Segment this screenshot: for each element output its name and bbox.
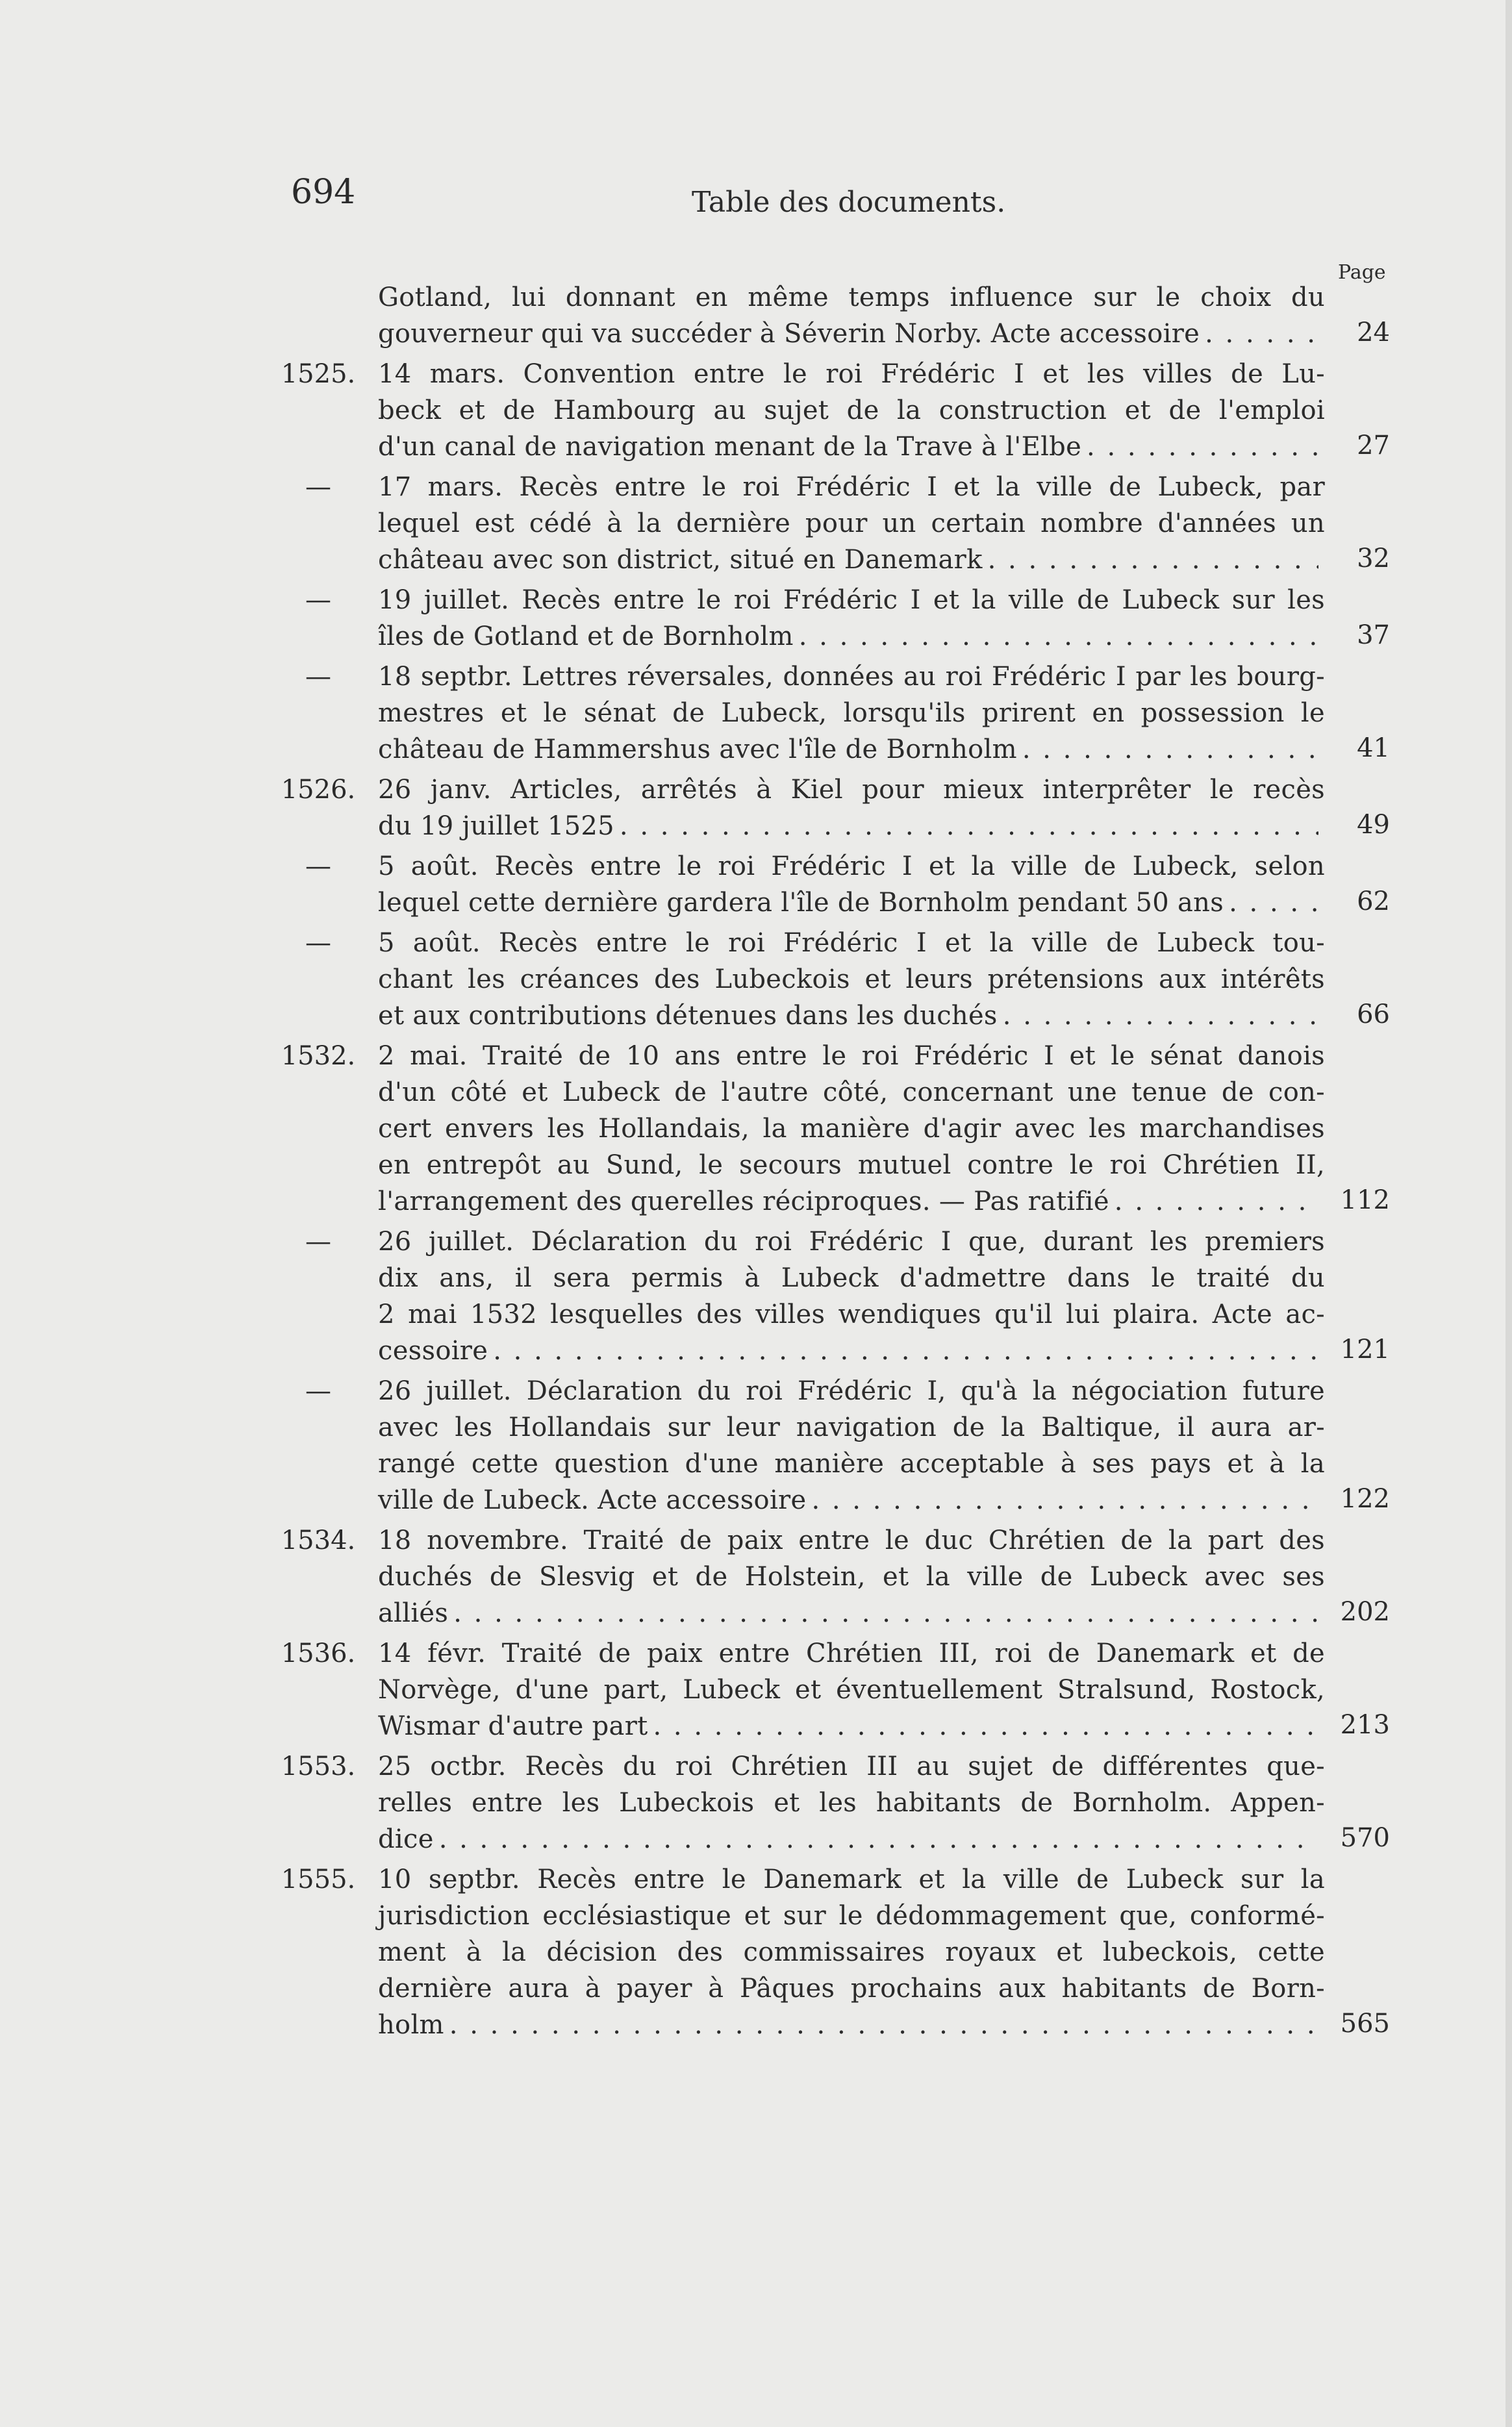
entry-line bbox=[378, 998, 1325, 1034]
dot-leader bbox=[811, 1482, 1318, 1518]
entry-line bbox=[378, 1333, 1325, 1369]
entry-description bbox=[378, 1635, 1325, 1744]
entry-line bbox=[378, 1821, 1325, 1857]
running-title: Table des documents. bbox=[692, 186, 1006, 219]
entry-line: rangé cette question d'une manière acceptable à ses pays et à la bbox=[378, 1449, 1325, 1479]
entry-line bbox=[378, 2007, 1325, 2043]
entry-line bbox=[378, 731, 1325, 768]
entry-line: 26 juillet. Déclaration du roi Frédéric I que, durant les premiers bbox=[378, 1227, 1325, 1257]
entry-line: 5 août. Recès entre le roi Frédéric I et la ville de Lubeck, selon bbox=[378, 851, 1325, 881]
dot-leader bbox=[1205, 316, 1318, 352]
entry-description bbox=[378, 279, 1325, 352]
entry-line-text: lequel cette dernière gardera l'île de Bornholm pendant 50 ans bbox=[378, 888, 1224, 918]
entry-page-number: 41 bbox=[1357, 733, 1390, 763]
toc-entry bbox=[273, 848, 1390, 921]
entry-line-text: îles de Gotland et de Bornholm bbox=[378, 622, 794, 651]
entry-description bbox=[378, 1224, 1325, 1369]
entry-page-number: 27 bbox=[1357, 431, 1390, 460]
entry-line: lequel est cédé à la dernière pour un certain nombre d'années un bbox=[378, 509, 1325, 538]
entry-line: d'un côté et Lubeck de l'autre côté, concernant une tenue de con- bbox=[378, 1077, 1325, 1107]
entry-page-number: 565 bbox=[1340, 2009, 1390, 2039]
entry-line-text: château de Hammershus avec l'île de Bornholm bbox=[378, 735, 1017, 764]
entry-page-number: 570 bbox=[1340, 1823, 1390, 1853]
entry-line: 17 mars. Recès entre le roi Frédéric I et la ville de Lubeck, par bbox=[378, 472, 1325, 502]
entry-line bbox=[378, 808, 1325, 844]
toc-entry bbox=[273, 279, 1390, 352]
toc-entry bbox=[273, 356, 1390, 465]
entry-line: 10 septbr. Recès entre le Danemark et la ville de Lubeck sur la bbox=[378, 1865, 1325, 1894]
toc-entry bbox=[273, 1038, 1390, 1220]
page-edge bbox=[1506, 0, 1512, 2427]
entry-line: avec les Hollandais sur leur navigation de la Baltique, il aura ar- bbox=[378, 1413, 1325, 1442]
toc-entry bbox=[273, 1861, 1390, 2043]
entry-line: 2 mai 1532 lesquelles des villes wendiques qu'il lui plaira. Acte ac- bbox=[378, 1300, 1325, 1329]
entry-line: en entrepôt au Sund, le secours mutuel contre le roi Chrétien II, bbox=[378, 1150, 1325, 1180]
entry-page-number: 49 bbox=[1357, 810, 1390, 840]
entry-line: 2 mai. Traité de 10 ans entre le roi Frédéric I et le sénat danois bbox=[378, 1041, 1325, 1071]
dot-leader bbox=[449, 2007, 1318, 2043]
entry-line bbox=[378, 1595, 1325, 1631]
entry-line: cert envers les Hollandais, la manière d'agir avec les marchandises bbox=[378, 1114, 1325, 1144]
entry-line bbox=[378, 316, 1325, 352]
entry-line-text: alliés bbox=[378, 1598, 449, 1628]
page-column-label: Page bbox=[1338, 261, 1386, 284]
entry-line: dernière aura à payer à Pâques prochains aux habitants de Born- bbox=[378, 1974, 1325, 2004]
entry-line: relles entre les Lubeckois et les habitants de Bornholm. Appen- bbox=[378, 1788, 1325, 1818]
entry-line: 26 juillet. Déclaration du roi Frédéric I, qu'à la négociation future bbox=[378, 1376, 1325, 1406]
entry-year: — bbox=[305, 662, 331, 692]
toc-entry bbox=[273, 582, 1390, 655]
entry-year: 1526. bbox=[281, 775, 356, 805]
entry-page-number: 62 bbox=[1357, 887, 1390, 916]
entry-line: 5 août. Recès entre le roi Frédéric I et la ville de Lubeck tou- bbox=[378, 928, 1325, 958]
entry-page-number: 121 bbox=[1340, 1335, 1390, 1364]
entry-description bbox=[378, 469, 1325, 578]
toc-entry bbox=[273, 1373, 1390, 1518]
entry-line: 14 févr. Traité de paix entre Chrétien III, roi de Danemark et de bbox=[378, 1639, 1325, 1668]
dot-leader bbox=[1229, 885, 1318, 921]
entry-line: jurisdiction ecclésiastique et sur le dédommagement que, conformé- bbox=[378, 1901, 1325, 1931]
dot-leader bbox=[1087, 429, 1318, 465]
entry-year: 1534. bbox=[281, 1526, 356, 1555]
dot-leader bbox=[620, 808, 1318, 844]
entry-line: beck et de Hambourg au sujet de la construction et de l'emploi bbox=[378, 396, 1325, 425]
entry-description bbox=[378, 1038, 1325, 1220]
entry-line: 26 janv. Articles, arrêtés à Kiel pour mieux interprêter le recès bbox=[378, 775, 1325, 805]
entry-line: dix ans, il sera permis à Lubeck d'admettre dans le traité du bbox=[378, 1263, 1325, 1293]
entry-line bbox=[378, 618, 1325, 655]
page-number: 694 bbox=[291, 173, 356, 212]
dot-leader bbox=[493, 1333, 1318, 1369]
entry-line: ment à la décision des commissaires royaux et lubeckois, cette bbox=[378, 1937, 1325, 1967]
toc-entry bbox=[273, 1522, 1390, 1631]
entry-page-number: 112 bbox=[1340, 1185, 1390, 1215]
entry-line-text: d'un canal de navigation menant de la Trave à l'Elbe bbox=[378, 432, 1082, 462]
entry-description bbox=[378, 925, 1325, 1034]
entry-year: — bbox=[305, 1227, 331, 1257]
entry-line: Gotland, lui donnant en même temps influence sur le choix du bbox=[378, 283, 1325, 312]
entry-line-text: ville de Lubeck. Acte accessoire bbox=[378, 1485, 807, 1515]
dot-leader bbox=[1003, 998, 1318, 1034]
dot-leader bbox=[453, 1595, 1318, 1631]
entry-year: — bbox=[305, 1376, 331, 1406]
toc-entry bbox=[273, 1748, 1390, 1857]
entry-page-number: 24 bbox=[1357, 318, 1390, 347]
entry-line-text: cessoire bbox=[378, 1336, 488, 1366]
entry-line bbox=[378, 542, 1325, 578]
entry-line-text: du 19 juillet 1525 bbox=[378, 811, 614, 841]
entry-line bbox=[378, 1183, 1325, 1220]
dot-leader bbox=[439, 1821, 1318, 1857]
entry-line: Norvège, d'une part, Lubeck et éventuellement Stralsund, Rostock, bbox=[378, 1675, 1325, 1705]
toc-entry bbox=[273, 1224, 1390, 1369]
toc-entry bbox=[273, 772, 1390, 844]
entry-line-text: château avec son district, situé en Danemark bbox=[378, 545, 983, 575]
dot-leader bbox=[653, 1708, 1319, 1744]
entry-line: chant les créances des Lubeckois et leurs prétensions aux intérêts bbox=[378, 964, 1325, 994]
entry-line: 18 novembre. Traité de paix entre le duc Chrétien de la part des bbox=[378, 1526, 1325, 1555]
entry-line-text: l'arrangement des querelles réciproques. — Pas ratifié bbox=[378, 1187, 1109, 1216]
entry-year: 1525. bbox=[281, 359, 356, 389]
entry-description bbox=[378, 1861, 1325, 2043]
entry-page-number: 122 bbox=[1340, 1484, 1390, 1514]
entry-line bbox=[378, 885, 1325, 921]
entry-page-number: 213 bbox=[1340, 1710, 1390, 1740]
entry-page-number: 37 bbox=[1357, 620, 1390, 650]
entry-description bbox=[378, 659, 1325, 768]
entry-line: 19 juillet. Recès entre le roi Frédéric I et la ville de Lubeck sur les bbox=[378, 585, 1325, 615]
table-of-documents bbox=[273, 279, 1390, 2047]
entry-description bbox=[378, 1522, 1325, 1631]
entry-year: 1532. bbox=[281, 1041, 356, 1071]
entry-line: 14 mars. Convention entre le roi Frédéric I et les villes de Lu- bbox=[378, 359, 1325, 389]
dot-leader bbox=[799, 618, 1318, 655]
entry-description bbox=[378, 848, 1325, 921]
dot-leader bbox=[1022, 731, 1318, 768]
entry-line-text: et aux contributions détenues dans les duchés bbox=[378, 1001, 998, 1031]
entry-line-text: holm bbox=[378, 2010, 444, 2040]
entry-line-text: Wismar d'autre part bbox=[378, 1711, 648, 1741]
entry-page-number: 66 bbox=[1357, 1000, 1390, 1029]
entry-description bbox=[378, 582, 1325, 655]
entry-line: duchés de Slesvig et de Holstein, et la ville de Lubeck avec ses bbox=[378, 1562, 1325, 1592]
entry-line: mestres et le sénat de Lubeck, lorsqu'ils prirent en possession le bbox=[378, 698, 1325, 728]
entry-year: 1555. bbox=[281, 1865, 356, 1894]
entry-description bbox=[378, 772, 1325, 844]
entry-year: — bbox=[305, 928, 331, 958]
dot-leader bbox=[988, 542, 1318, 578]
toc-entry bbox=[273, 469, 1390, 578]
entry-line: 18 septbr. Lettres réversales, données au roi Frédéric I par les bourg- bbox=[378, 662, 1325, 692]
toc-entry bbox=[273, 1635, 1390, 1744]
entry-line bbox=[378, 429, 1325, 465]
entry-year: 1553. bbox=[281, 1752, 356, 1781]
toc-entry bbox=[273, 659, 1390, 768]
dot-leader bbox=[1115, 1183, 1318, 1220]
entry-page-number: 202 bbox=[1340, 1597, 1390, 1627]
entry-year: 1536. bbox=[281, 1639, 356, 1668]
entry-description bbox=[378, 356, 1325, 465]
entry-description bbox=[378, 1373, 1325, 1518]
entry-year: — bbox=[305, 472, 331, 502]
entry-line: 25 octbr. Recès du roi Chrétien III au sujet de différentes que- bbox=[378, 1752, 1325, 1781]
entry-year: — bbox=[305, 585, 331, 615]
entry-year: — bbox=[305, 851, 331, 881]
entry-line-text: dice bbox=[378, 1824, 434, 1854]
entry-line bbox=[378, 1482, 1325, 1518]
entry-page-number: 32 bbox=[1357, 544, 1390, 573]
toc-entry bbox=[273, 925, 1390, 1034]
entry-line bbox=[378, 1708, 1325, 1744]
entry-line-text: gouverneur qui va succéder à Séverin Norby. Acte accessoire bbox=[378, 319, 1200, 349]
entry-description bbox=[378, 1748, 1325, 1857]
